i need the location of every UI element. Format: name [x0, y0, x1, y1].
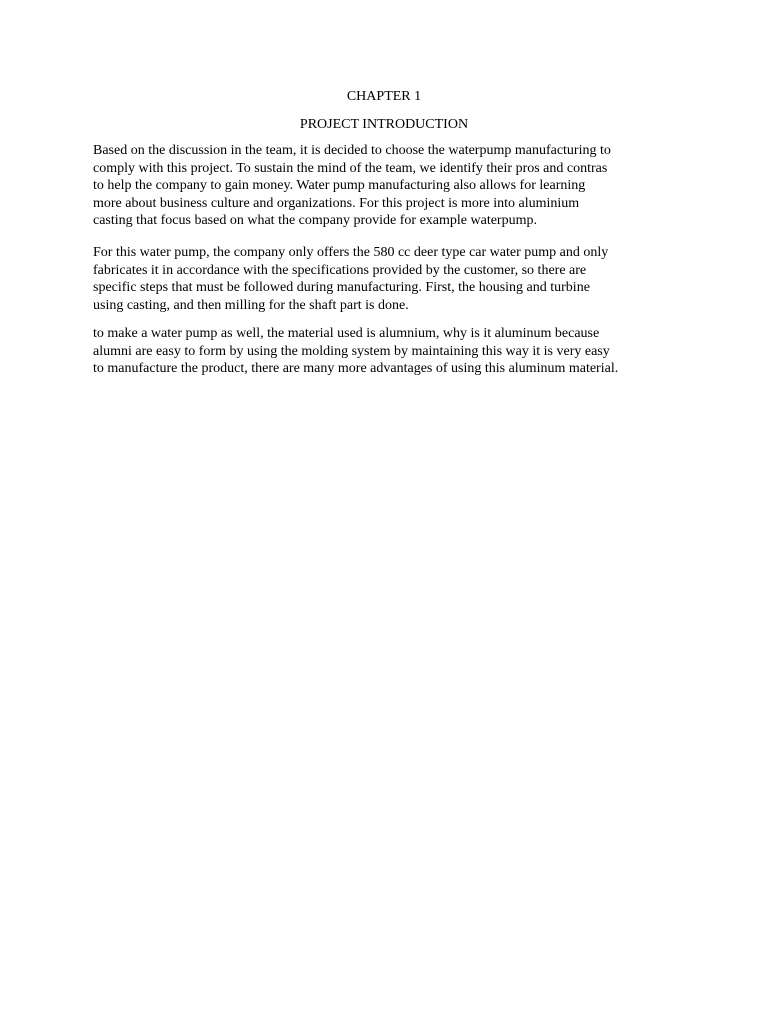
- paragraph-2: [93, 244, 683, 314]
- paragraph-line: fabricates it in accordance with the specifications provided by the customer, so there are: [93, 262, 587, 278]
- paragraph-line: to manufacture the product, there are many more advantages of using this aluminum material.: [93, 361, 619, 376]
- paragraph-line: Based on the discussion in the team, it is decided to choose the waterpump manufacturing to: [93, 143, 611, 158]
- chapter-label: CHAPTER 1: [346, 89, 422, 104]
- paragraph-line: For this water pump, the company only offers the 580 cc deer type car water pump and only: [93, 245, 609, 260]
- paragraph-line: alumni are easy to form by using the molding system by maintaining this way it is very easy: [93, 343, 610, 359]
- paragraph-line: more about business culture and organizations. For this project is more into aluminium: [93, 195, 580, 211]
- chapter-title: PROJECT INTRODUCTION: [299, 117, 469, 132]
- paragraph-line: comply with this project. To sustain the mind of the team, we identify their pros and contras: [93, 160, 608, 176]
- paragraph-line: using casting, and then milling for the shaft part is done.: [93, 297, 409, 313]
- paragraph-1: [93, 142, 683, 230]
- paragraph-line: specific steps that must be followed during manufacturing. First, the housing and turbine: [93, 280, 590, 295]
- paragraph-line: to make a water pump as well, the material used is alumnium, why is it aluminum because: [93, 326, 600, 341]
- paragraph-line: to help the company to gain money. Water pump manufacturing also allows for learning: [93, 178, 586, 193]
- paragraph-3: [93, 325, 683, 378]
- paragraph-line: casting that focus based on what the company provide for example waterpump.: [93, 213, 537, 228]
